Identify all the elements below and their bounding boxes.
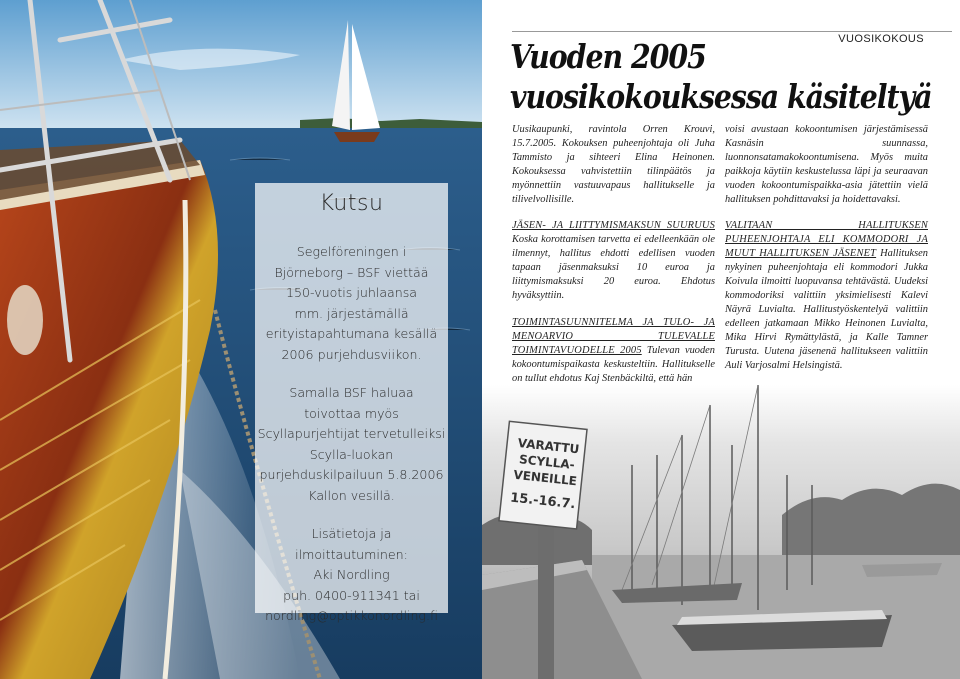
contact-line: ilmoittautuminen:: [295, 546, 408, 562]
invitation-line: purjehduskilpailuun 5.8.2006: [259, 467, 444, 482]
harbor-sign: [501, 426, 589, 534]
section-rule: [512, 31, 952, 32]
article-paragraph: [725, 219, 928, 372]
article-paragraph: [512, 316, 715, 386]
subheading: TOIMINTASUUNNITELMA JA TULO- JA MENOARVIO TULEVALLE TOIMINTAVUODELLE 2005: [512, 316, 715, 356]
contact-line: Lisätietoja ja: [311, 526, 392, 541]
article-column-2: [725, 123, 928, 385]
sign-line: VARATTU: [517, 435, 580, 457]
invitation-line: 150-vuotis juhlaansa: [285, 285, 418, 300]
invitation-text: [255, 242, 448, 627]
article-column-1: [512, 123, 715, 398]
invitation-line: Scylla-luokan: [309, 446, 394, 462]
invitation-line: Samalla BSF haluaa: [289, 385, 414, 400]
invitation-line: mm. järjestämällä: [294, 305, 409, 321]
paragraph-body: Hallituksen nykyinen puheenjohtaja eli kommodori Jukka Koivula ilmoitti luopuvansa tehtävästä. Uudeksi kommodoriksi valittiin yksimielisesti Kalevi Näyrä Luvialta. Hallitustyöskentelyä valittiin edelleen jatkamaan Mikko Heinonen Luvialta, Mika Hirvi Rymättylästä, ja Kalle Tamner Turusta. Uutena jäsenenä hallitukseen valittiin Auli Varjosalmi Helsingistä.: [725, 248, 928, 371]
article-paragraph: voisi avustaan kokoontumisen järjestämisessä Kasnäsin suunnassa, luonnonsatamakokoontumisena. Myös muita paikkoja käytiin keskustelussa läpi ja seuraavan vuoden kokoontumispaikka-asia jätettiin vielä hallituksen pohdittavaksi ja hoidettavaksi.: [725, 124, 928, 205]
paragraph-body: Tulevan vuoden kokoontumispaikasta keskusteltiin. Hallitukselle on tullut ehdotus Kaj Stenbäckiltä, että hän: [512, 344, 715, 384]
invitation-line: toivottaa myös: [304, 405, 399, 421]
contact-email: nordling@optikkonordling.fi: [265, 608, 438, 623]
subheading: VALITAAN HALLITUKSEN PUHEENJOHTAJA ELI KOMMODORI JA MUUT HALLITUKSEN JÄSENET: [725, 220, 928, 260]
right-page: [482, 0, 960, 679]
invitation-line: 2006 purjehdusviikon.: [281, 346, 422, 362]
headline-line: Vuoden 2005: [510, 37, 706, 76]
invitation-line: Scyllapurjehtijat tervetulleiksi: [257, 426, 446, 441]
sign-line: 15.-16.7.: [509, 490, 577, 513]
invitation-line: erityistapahtumana kesällä: [265, 326, 438, 341]
sign-line: SCYLLA-: [518, 452, 576, 472]
invitation-title: Kutsu: [319, 191, 384, 216]
article-paragraph: Uusikaupunki, ravintola Orren Krouvi, 15.7.2005. Kokouksen puheenjohtaja oli Juha Tammisto ja sihteeri Elina Heinonen. Kokouksessa vahvistettiin tilinpäätös ja myönnettiin vastuuvapaus hallitukselle ja tilivelvollisille.: [512, 124, 715, 205]
contact-name: Aki Nordling: [313, 567, 390, 582]
paragraph-body: Koska korottamisen tarvetta ei edelleenkään ole ilmennyt, hallitus ehdotti edellisen vuoden tapaan jäsenmaksuksi 10 euroa ja liittymismaksuksi 20 euroa. Ehdotus hyväksyttiin.: [512, 234, 715, 301]
contact-phone: puh. 0400-911341 tai: [283, 587, 420, 603]
invitation-line: Björneborg – BSF viettää: [274, 264, 429, 280]
sign-line: VENEILLE: [512, 467, 578, 489]
article-paragraph: [512, 219, 715, 302]
harbor-photo: [482, 385, 960, 679]
headline-line: vuosikokouksessa käsiteltyä: [510, 77, 932, 116]
invitation-line: Kallon vesillä.: [308, 487, 395, 503]
section-tag: VUOSIKOKOUS: [838, 33, 924, 45]
invitation-card: [255, 183, 448, 623]
invitation-line: Segelföreningen i: [296, 244, 407, 259]
subheading: JÄSEN- JA LIITTYMISMAKSUN SUURUUS: [512, 220, 715, 232]
